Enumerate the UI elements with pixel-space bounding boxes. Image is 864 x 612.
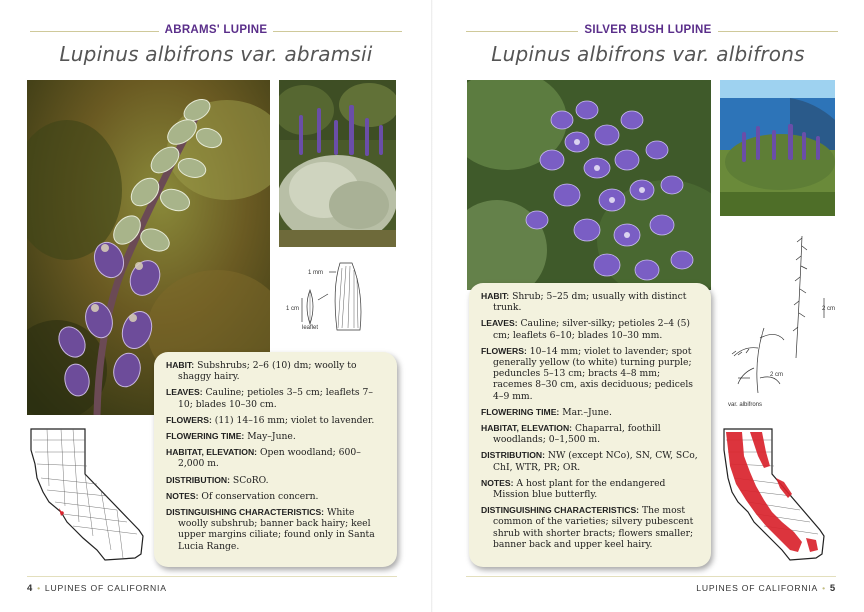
scientific-name-heading: Lupinus albifrons var. albifrons — [491, 42, 805, 66]
lupine-flowers-photo — [467, 80, 711, 290]
info-flowers — [166, 415, 385, 426]
plant-line-drawing — [724, 228, 836, 412]
right-footer — [696, 583, 836, 594]
label-habitat: HABITAT, ELEVATION: — [481, 423, 573, 434]
footer-rule — [27, 576, 397, 577]
info-flowering-time — [166, 431, 385, 442]
info-habitat — [481, 423, 699, 445]
page-number-left: 4 — [27, 583, 34, 594]
value-distribution: NW (except NCo), SN, CW, SCo, ChI, WTR, PR; OR. — [493, 450, 698, 473]
label-leaves: LEAVES: — [481, 318, 518, 329]
common-name-heading — [0, 24, 432, 36]
label-leaves: LEAVES: — [166, 387, 203, 398]
value-distribution: SCoRO. — [232, 474, 269, 486]
value-notes: Of conservation concern. — [201, 490, 319, 502]
info-flowering-time — [481, 407, 699, 418]
label-notes: NOTES: — [166, 490, 199, 501]
scientific-name-heading: Lupinus albifrons var. abramsii — [59, 42, 373, 66]
species-info-card-albifrons — [469, 283, 711, 567]
value-leaves: Cauline; petioles 3–5 cm; leaflets 7–10; blades 10–30 cm. — [178, 387, 373, 410]
label-habitat: HABITAT, ELEVATION: — [166, 447, 258, 458]
scale-label-2cm-b: 2 cm — [770, 372, 784, 378]
leaflet-caption: leaflet — [302, 325, 319, 331]
running-title-right: LUPINES OF CALIFORNIA — [696, 583, 819, 593]
value-flowers: (11) 14–16 mm; violet to lavender. — [214, 414, 375, 426]
info-distribution — [166, 475, 385, 486]
label-notes: NOTES: — [481, 477, 514, 488]
label-distribution: DISTRIBUTION: — [481, 450, 545, 461]
leaflet-line-drawing — [282, 258, 394, 336]
scale-label-1mm: 1 mm — [308, 270, 323, 276]
value-flowering-time: May–June. — [247, 431, 296, 443]
coastal-habitat-photo — [720, 80, 835, 216]
label-flowers: FLOWERS: — [166, 414, 212, 425]
common-name-text: SILVER BUSH LUPINE — [578, 24, 717, 36]
info-notes — [166, 491, 385, 502]
footer-dot-icon: • — [822, 583, 826, 593]
label-distinguishing: DISTINGUISHING CHARACTERISTICS: — [166, 507, 325, 518]
label-distribution: DISTRIBUTION: — [166, 474, 230, 485]
info-habitat — [166, 447, 385, 469]
info-flowers — [481, 346, 699, 402]
common-name-text: ABRAMS' LUPINE — [159, 24, 274, 36]
label-distinguishing: DISTINGUISHING CHARACTERISTICS: — [481, 505, 640, 516]
left-footer — [27, 583, 167, 594]
right-page — [432, 0, 864, 612]
page-number-right: 5 — [829, 583, 836, 594]
info-leaves — [166, 387, 385, 409]
distribution-map-albifrons — [720, 426, 835, 566]
value-habitat: Open woodland; 600–2,000 m. — [178, 447, 361, 470]
species-info-card-abramsii — [154, 352, 397, 567]
info-habit — [481, 291, 699, 313]
info-distribution — [481, 450, 699, 472]
label-flowering-time: FLOWERING TIME: — [166, 431, 245, 442]
info-notes — [481, 478, 699, 500]
scale-label-1cm: 1 cm — [286, 306, 300, 312]
variety-caption: var. albifrons — [728, 402, 763, 408]
value-distinguishing: White woolly subshrub; banner back hairy; keel upper margins ciliate; found only in Santa Lucia Range. — [178, 507, 375, 552]
value-leaves: Cauline; silver-silky; petioles 2–4 (5) cm; leaflets 6–10; blades 10–30 mm. — [493, 318, 690, 341]
info-habit — [166, 360, 385, 382]
info-leaves — [481, 318, 699, 340]
running-title-left: LUPINES OF CALIFORNIA — [44, 583, 167, 593]
lupine-shrub-habitat-photo — [279, 80, 396, 247]
label-flowers: FLOWERS: — [481, 345, 527, 356]
footer-dot-icon: • — [37, 583, 41, 593]
distribution-map-abramsii — [27, 426, 159, 566]
scale-label-2cm-a: 2 cm — [822, 306, 836, 312]
value-habit: Subshrubs; 2–6 (10) dm; woolly to shaggy hairy. — [178, 360, 357, 383]
value-notes: A host plant for the endangered Mission blue butterfly. — [493, 477, 666, 501]
value-habitat: Chaparral, foothill woodlands; 0–1,500 m. — [493, 423, 661, 446]
footer-rule — [466, 576, 836, 577]
common-name-heading — [432, 24, 864, 36]
value-distinguishing: The most common of the varieties; silvery pubescent shrub with shorter bracts; flowers smaller; banner back and upper keel hairy. — [493, 505, 694, 550]
info-distinguishing — [481, 505, 699, 550]
info-distinguishing — [166, 507, 385, 552]
value-flowers: 10–14 mm; violet to lavender; spot generally yellow (to white) turning purple; peduncles 5–13 cm; bracts 4–8 mm; racemes 8–30 cm, axis deciduous; pedicels 4–9 mm. — [493, 345, 693, 402]
label-habit: HABIT: — [166, 360, 195, 370]
value-habit: Shrub; 5–25 dm; usually with distinct trunk. — [493, 291, 687, 314]
value-flowering-time: Mar.–June. — [562, 406, 612, 418]
label-flowering-time: FLOWERING TIME: — [481, 406, 560, 417]
label-habit: HABIT: — [481, 291, 510, 301]
